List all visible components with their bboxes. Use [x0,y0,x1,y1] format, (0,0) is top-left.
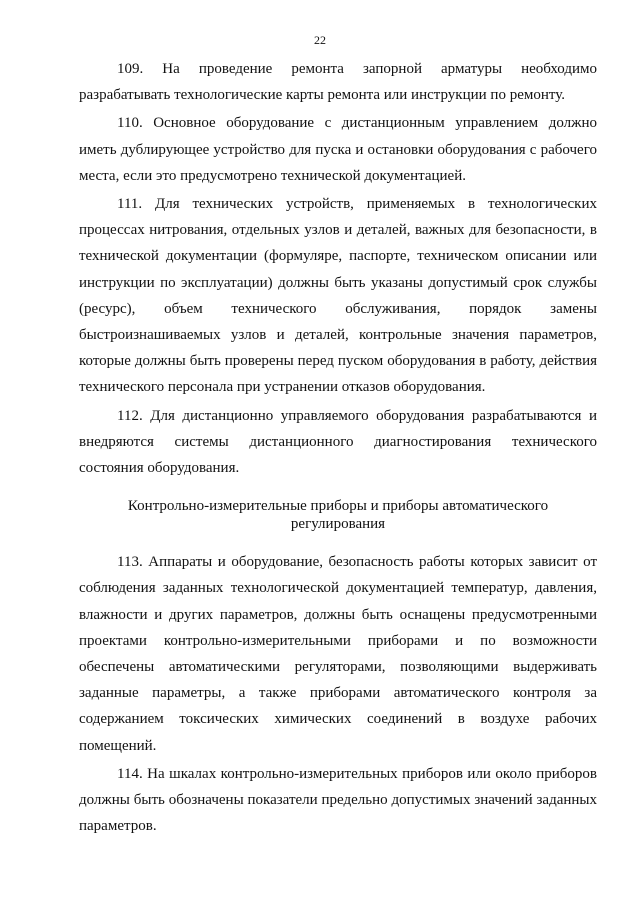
paragraph-113: 113. Аппараты и оборудование, безопасность работы которых зависит от соблюдения заданных технологической документацией температур, давления, влажности и других параметров, должны быть оснащены предусмотренными проектами контрольно-измерительными приборами и по возможности обеспечены автоматическими регуляторами, позволяющими выдерживать заданные параметры, а также приборами автоматического контроля за содержанием токсических химических соединений в воздухе рабочих помещений. [79,554,597,754]
page-number: 22 [314,33,326,47]
paragraph-114: 114. На шкалах контрольно-измерительных приборов или около приборов должны быть обозначены показатели предельно допустимых значений заданных параметров. [79,765,597,835]
paragraph-110: 110. Основное оборудование с дистанционным управлением должно иметь дублирующее устройство для пуска и остановки оборудования с рабочего места, если это предусмотрено технической документацией. [79,115,597,184]
paragraph-109: 109. На проведение ремонта запорной арматуры необходимо разрабатывать технологические карты ремонта или инструкции по ремонту. [79,61,597,104]
paragraph-111: 111. Для технических устройств, применяемых в технологических процессах нитрования, отдельных узлов и деталей, важных для безопасности, в технической документации (формуляре, паспорте, техническом описании или инструкции по эксплуатации) должны быть указаны допустимый срок службы (ресурс), объем технического обслуживания, порядок замены быстроизнашиваемых узлов и деталей, контрольные значения параметров, которые должны быть проверены перед пуском оборудования в работу, действия технического персонала при устранении отказов оборудования. [79,196,597,396]
document-body [79,56,597,839]
section-heading: Контрольно-измерительные приборы и приборы автоматического регулирования [127,498,549,533]
paragraph-112: 112. Для дистанционно управляемого оборудования разрабатываются и внедряются системы дистанционного диагностирования технического состояния оборудования. [79,407,597,477]
